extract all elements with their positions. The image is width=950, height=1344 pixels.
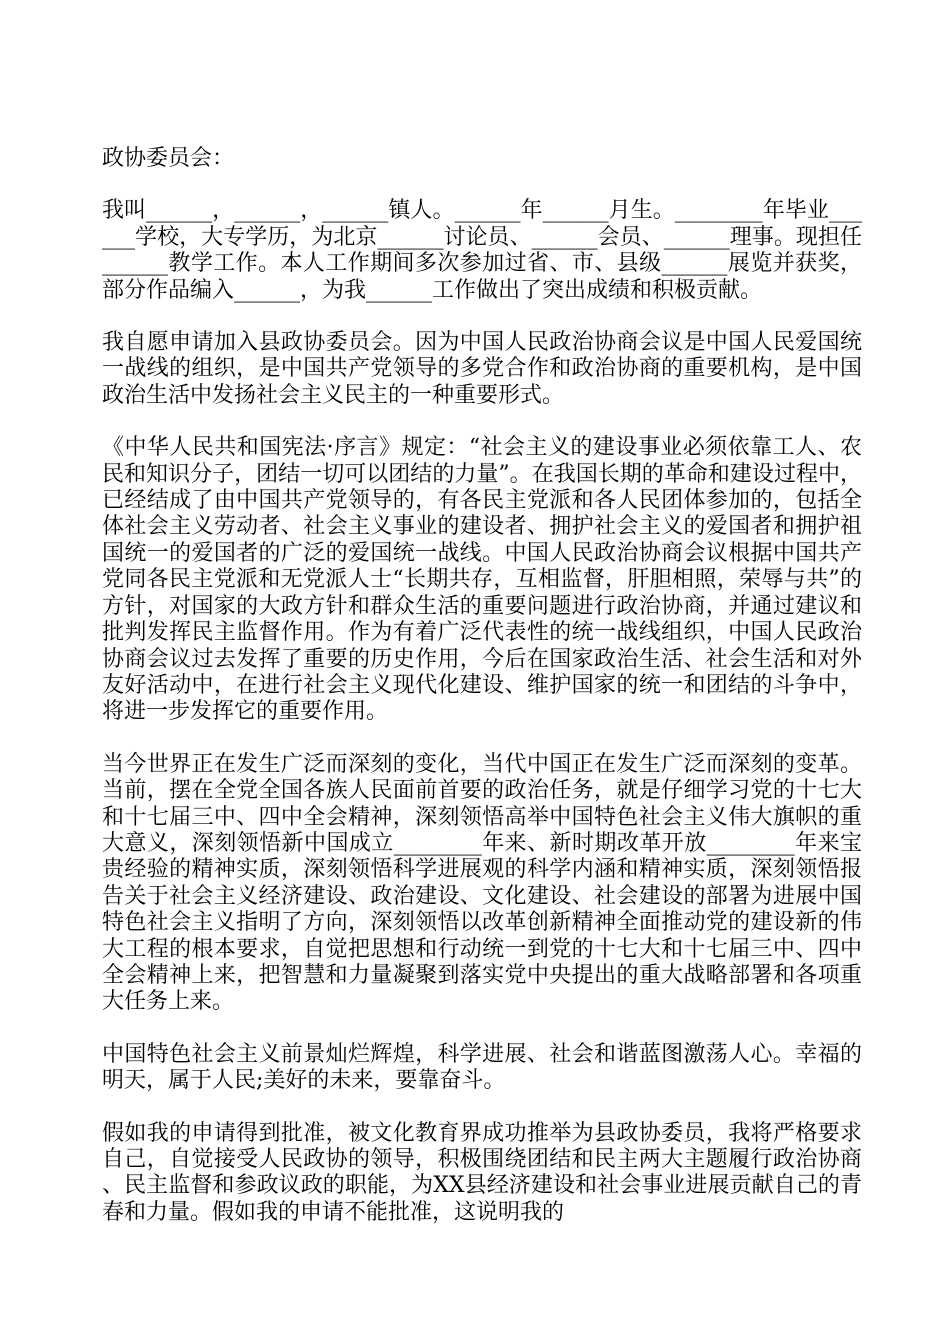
document-body xyxy=(102,146,862,1252)
paragraph-current-situation: 当今世界正在发生广泛而深刻的变化，当代中国正在发生广泛而深刻的变革。当前，摆在全党全国各族人民面前首要的政治任务，就是仔细学习党的十七大和十七届三中、四中全会精神，深刻领悟高举中国特色社会主义伟大旗帜的重大意义，深刻领悟新中国成立________年来、新时期改革开放________年来宝贵经验的精神实质，深刻领悟科学进展观的科学内涵和精神实质，深刻领悟报告关于社会主义经济建设、政治建设、文化建设、社会建设的部署为进展中国特色社会主义指明了方向，深刻领悟以改革创新精神全面推动党的建设新的伟大工程的根本要求，自觉把思想和行动统一到党的十七大和十七届三中、四中全会精神上来，把智慧和力量凝聚到落实党中央提出的重大战略部署和各项重大任务上来。 xyxy=(102,751,862,1015)
paragraph-constitution: 《中华人民共和国宪法·序言》规定：“社会主义的建设事业必须依靠工人、农民和知识分子，团结一切可以团结的力量”。在我国长期的革命和建设过程中，已经结成了由中国共产党领导的，有各民主党派和各人民团体参加的，包括全体社会主义劳动者、社会主义事业的建设者、拥护社会主义的爱国者和拥护祖国统一的爱国者的广泛的爱国统一战线。中国人民政治协商会议根据中国共产党同各民主党派和无党派人士“长期共存，互相监督，肝胆相照，荣辱与共”的方针，对国家的大政方针和群众生活的重要问题进行政治协商，并通过建议和批判发挥民主监督作用。作为有着广泛代表性的统一战线组织，中国人民政治协商会议过去发挥了重要的历史作用，今后在国家政治生活、社会生活和对外友好活动中，在进行社会主义现代化建设、维护国家的统一和团结的斗争中，将进一步发挥它的重要作用。 xyxy=(102,435,862,725)
salutation: 政协委员会： xyxy=(102,146,235,171)
paragraph-application: 我自愿申请加入县政协委员会。因为中国人民政治协商会议是中国人民爱国统一战线的组织，是中国共产党领导的多党合作和政治协商的重要机构，是中国政治生活中发扬社会主义民主的一种重要形式。 xyxy=(102,330,862,408)
paragraph-introduction: 我叫______，______，______镇人。______年______月生。________年毕业______学校，大专学历，为北京______讨论员、______会员、______理事。现担任______教学工作。本人工作期间多次参加过省、市、县级______展览并获奖，部分作品编入______，为我______工作做出了突出成绩和积极贡献。 xyxy=(102,198,862,303)
paragraph-prospect: 中国特色社会主义前景灿烂辉煌，科学进展、社会和谐蓝图激荡人心。幸福的明天，属于人民;美好的未来，要靠奋斗。 xyxy=(102,1041,862,1094)
paragraph-commitment: 假如我的申请得到批准，被文化教育界成功推举为县政协委员，我将严格要求自己，自觉接受人民政协的领导，积极围绕团结和民主两大主题履行政治协商、民主监督和参政议政的职能，为XX县经济建设和社会事业进展贡献自己的青春和力量。假如我的申请不能批准，这说明我的 xyxy=(102,1120,862,1225)
